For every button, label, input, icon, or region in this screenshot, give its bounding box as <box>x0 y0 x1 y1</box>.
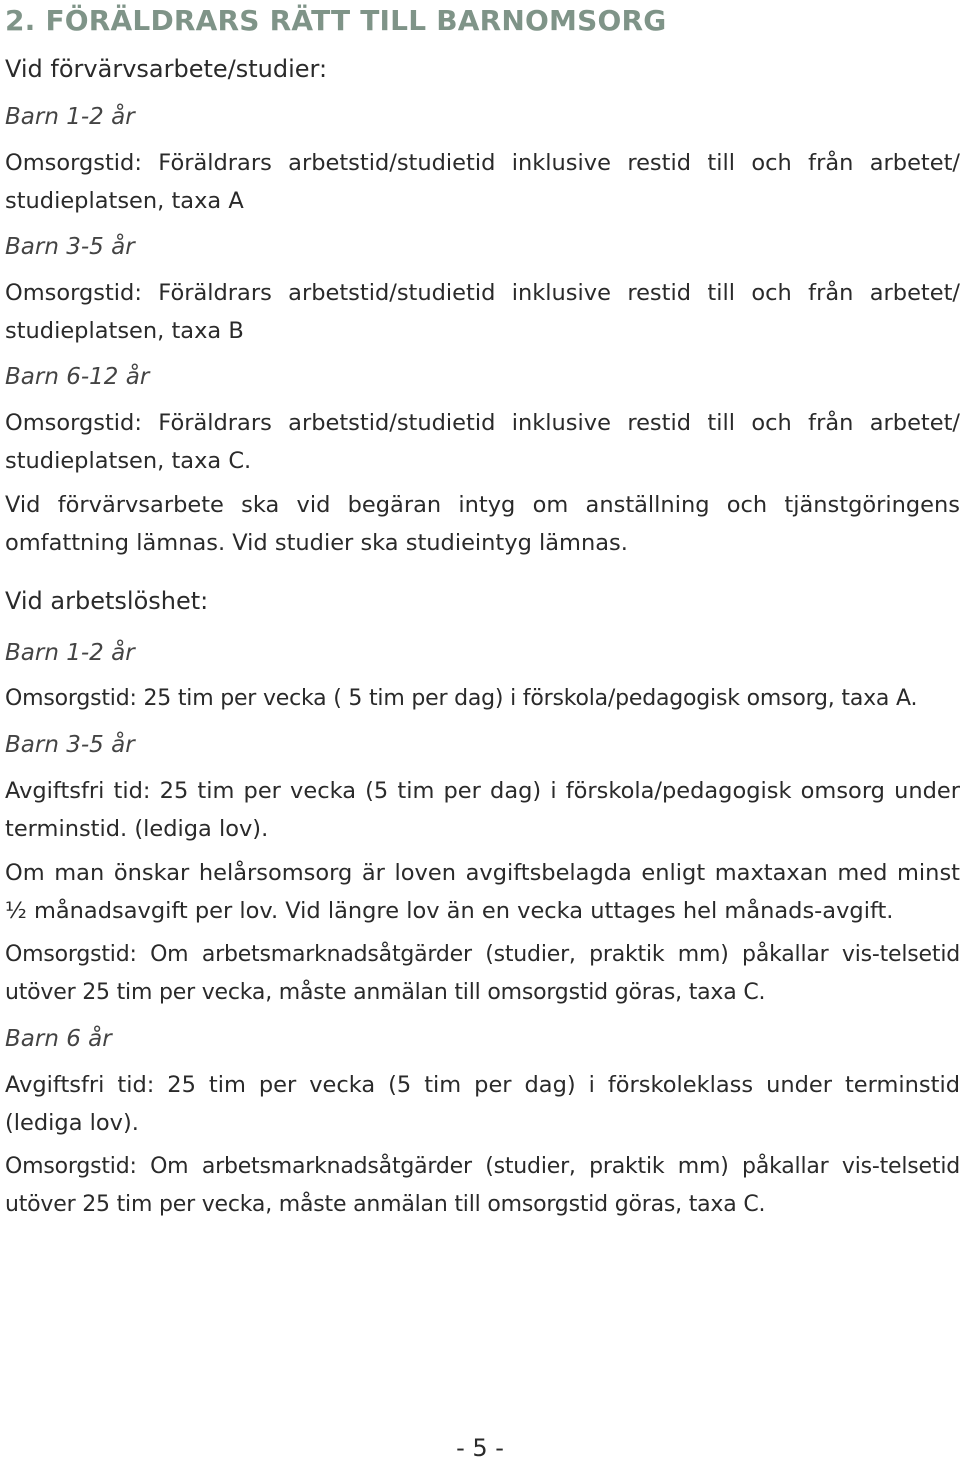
unemployment-care-1-2: Omsorgstid: 25 tim per vecka ( 5 tim per dag) i förskola/pedagogisk omsorg, taxa A. <box>5 686 918 711</box>
work-study-care-6-12: Omsorgstid: Föräldrars arbetstid/studietid inklusive restid till och från arbetet/ studieplatsen, taxa C. <box>5 410 960 474</box>
holiday-note: Om man önskar helårsomsorg är loven avgiftsbelagda enligt maxtaxan med minst ½ månadsavgift per lov. Vid längre lov än en vecka uttages hel månads-avgift. <box>5 860 960 924</box>
work-study-care-1-2: Omsorgstid: Föräldrars arbetstid/studietid inklusive restid till och från arbetet/ studieplatsen, taxa A <box>5 150 960 214</box>
unemployment-care-6: Omsorgstid: Om arbetsmarknadsåtgärder (studier, praktik mm) påkallar vis-telsetid utöver 25 tim per vecka, måste anmälan till omsorgstid göras, taxa C. <box>5 1154 960 1217</box>
unemployment-title: Vid arbetslöshet: <box>5 587 209 615</box>
work-study-age-1-2: Barn 1-2 år <box>5 104 135 130</box>
work-study-care-3-5: Omsorgstid: Föräldrars arbetstid/studietid inklusive restid till och från arbetet/ studieplatsen, taxa B <box>5 280 960 344</box>
unemployment-age-3-5: Barn 3-5 år <box>5 732 135 758</box>
certificate-note: Vid förvärvsarbete ska vid begäran intyg om anställning och tjänstgöringens omfattning lämnas. Vid studier ska studieintyg lämnas. <box>5 492 960 556</box>
unemployment-free-3-5: Avgiftsfri tid: 25 tim per vecka (5 tim per dag) i förskola/pedagogisk omsorg under terminstid. (lediga lov). <box>5 778 960 842</box>
unemployment-age-6: Barn 6 år <box>5 1026 112 1052</box>
work-study-age-3-5: Barn 3-5 år <box>5 234 135 260</box>
section-heading: 2. FÖRÄLDRARS RÄTT TILL BARNOMSORG <box>5 4 667 37</box>
unemployment-free-6: Avgiftsfri tid: 25 tim per vecka (5 tim per dag) i förskoleklass under terminstid (lediga lov). <box>5 1072 960 1136</box>
unemployment-care-3-5: Omsorgstid: Om arbetsmarknadsåtgärder (studier, praktik mm) påkallar vis-telsetid utöver 25 tim per vecka, måste anmälan till omsorgstid göras, taxa C. <box>5 942 960 1005</box>
document-page <box>5 0 960 1224</box>
work-study-age-6-12: Barn 6-12 år <box>5 364 150 390</box>
work-study-title: Vid förvärvsarbete/studier: <box>5 55 328 83</box>
page-number: - 5 - <box>456 1434 504 1462</box>
unemployment-age-1-2: Barn 1-2 år <box>5 640 135 666</box>
